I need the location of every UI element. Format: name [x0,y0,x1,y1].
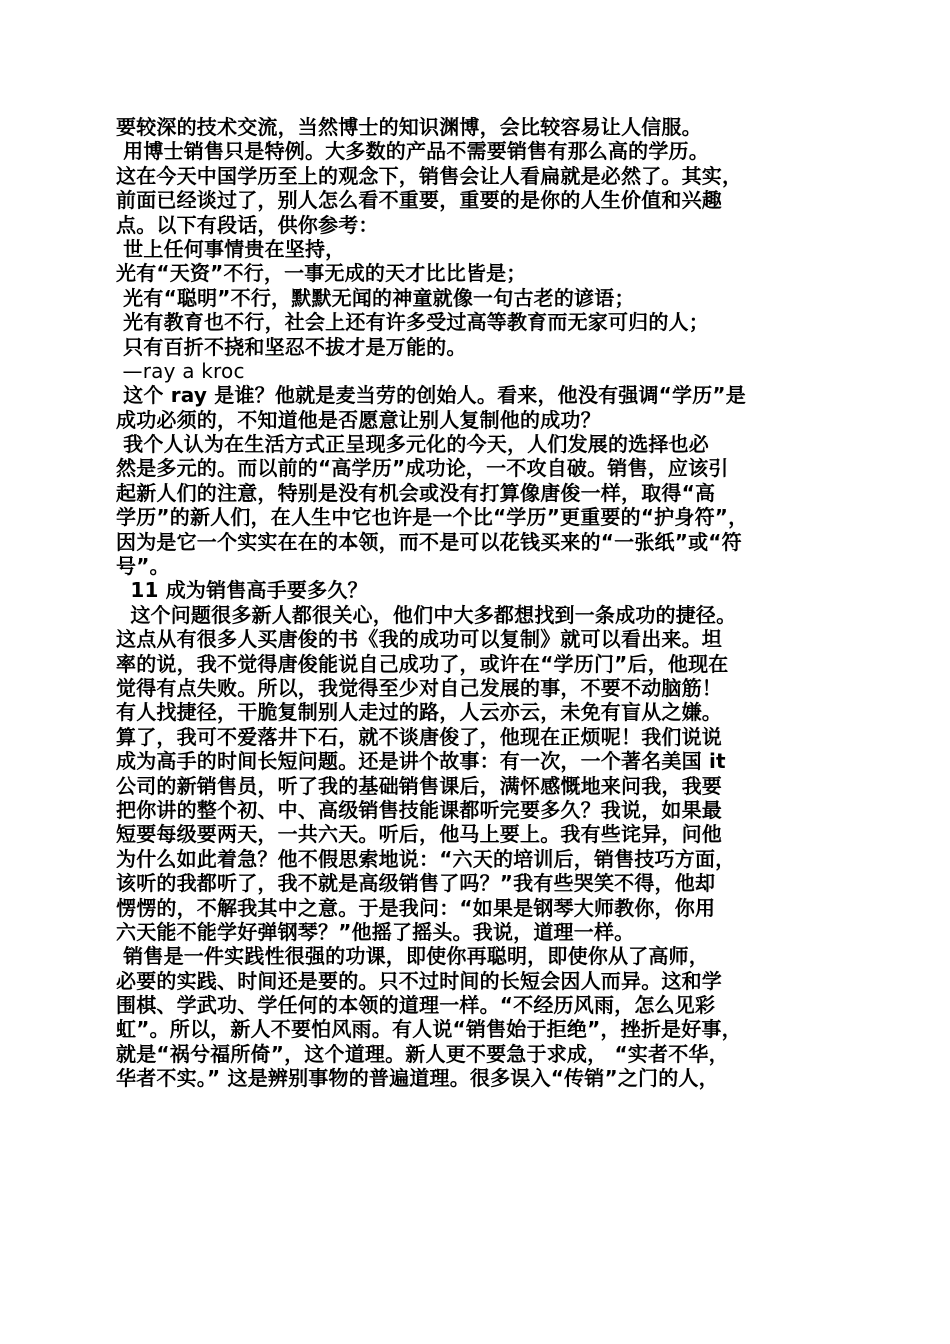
text-line: 光有“天资”不行，一事无成的天才比比皆是； [116,261,527,286]
text-line: 点。以下有段话，供你参考： [116,212,379,237]
text-line: 起新人们的注意，特别是没有机会或没有打算像唐俊一样，取得“高 [116,480,716,505]
text-line: 六天能不能学好弹钢琴？”他摇了摇头。我说，道理一样。 [116,919,635,944]
text-line: 我个人认为在生活方式正呈现多元化的今天，人们发展的选择也必 [116,432,709,457]
text-line: 要较深的技术交流，当然博士的知识渊博，会比较容易让人信服。 [116,115,702,139]
text-line: 光有教育也不行，社会上还有许多受过高等教育而无家可归的人； [116,310,709,335]
text-line: 然是多元的。而以前的“高学历”成功论，一不攻自破。销售，应该引 [116,456,729,481]
body-text [116,115,846,1091]
text-line: 必要的实践、时间还是要的。只不过时间的长短会因人而异。这和学 [116,968,722,993]
text-line: 成功必须的，不知道他是否愿意让别人复制他的成功？ [116,407,601,432]
text-line: 这在今天中国学历至上的观念下，销售会让人看扁就是必然了。其实， [116,163,743,188]
text-line: 算了，我可不爱落井下石，就不谈唐俊了，他现在正烦呢！我们说说 [116,724,722,749]
text-line: 世上任何事情贵在坚持， [116,236,346,261]
text-line: 率的说，我不觉得唐俊能说自己成功了，或许在“学历门”后，他现在 [116,651,729,676]
text-line: 虹”。所以，新人不要怕风雨。有人说“销售始于拒绝”，挫折是好事， [116,1017,742,1042]
text-line: 围棋、学武功、学任何的本领的道理一样。“不经历风雨，怎么见彩 [116,993,716,1018]
section-heading: 11 成为销售高手要多久？ [116,578,368,603]
text-line: 光有“聪明”不行，默默无闻的神童就像一句古老的谚语； [116,285,635,310]
text-line: 学历”的新人们，在人生中它也许是一个比“学历”更重要的“护身符”， [116,505,749,530]
text-line: 因为是它一个实实在在的本领，而不是可以花钱买来的“一张纸”或“符 [116,529,742,554]
text-line: 就是“祸兮福所倚”，这个道理。新人更不要急于求成， “实者不华， [116,1041,729,1066]
text-line: 愣愣的，不解我其中之意。于是我问：“如果是钢琴大师教你，你用 [116,895,716,920]
text-line: 成为高手的时间长短问题。还是讲个故事：有一次，一个著名美国 it [116,749,726,774]
text-line: 把你讲的整个初、中、高级销售技能课都听完要多久？我说，如果最 [116,797,722,822]
text-line: 这个 ray 是谁？他就是麦当劳的创始人。看来，他没有强调“学历”是 [116,383,746,408]
text-line: 为什么如此着急？他不假思索地说：“六天的培训后，销售技巧方面， [116,846,736,871]
text-line: 这个问题很多新人都很关心，他们中大多都想找到一条成功的捷径。 [116,602,737,627]
text-line: 短要每级要两天，一共六天。听后，他马上要上。我有些诧异，问他 [116,822,722,847]
text-line: 前面已经谈过了，别人怎么看不重要，重要的是你的人生价值和兴趣 [116,188,722,213]
quote-attribution: —ray a kroc [116,358,245,383]
text-line: 号”。 [116,554,170,579]
text-line: 该听的我都听了，我不就是高级销售了吗？”我有些哭笑不得，他却 [116,871,716,896]
text-line: 只有百折不挠和坚忍不拔才是万能的。 [116,334,467,359]
text-line: 用博士销售只是特例。大多数的产品不需要销售有那么高的学历。 [116,139,709,164]
text-line: 销售是一件实践性很强的功课，即使你再聪明，即使你从了高师， [116,944,709,969]
text-line: 有人找捷径，干脆复制别人走过的路，人云亦云，未免有盲从之嫌。 [116,700,722,725]
text-line: 觉得有点失败。所以，我觉得至少对自己发展的事，不要不动脑筋！ [116,675,722,700]
text-line: 这点从有很多人买唐俊的书《我的成功可以复制》就可以看出来。坦 [116,627,722,652]
text-line: 华者不实。” 这是辨别事物的普遍道理。很多误入“传销”之门的人， [116,1066,719,1091]
text-line: 公司的新销售员，听了我的基础销售课后，满怀感慨地来问我，我要 [116,773,722,798]
